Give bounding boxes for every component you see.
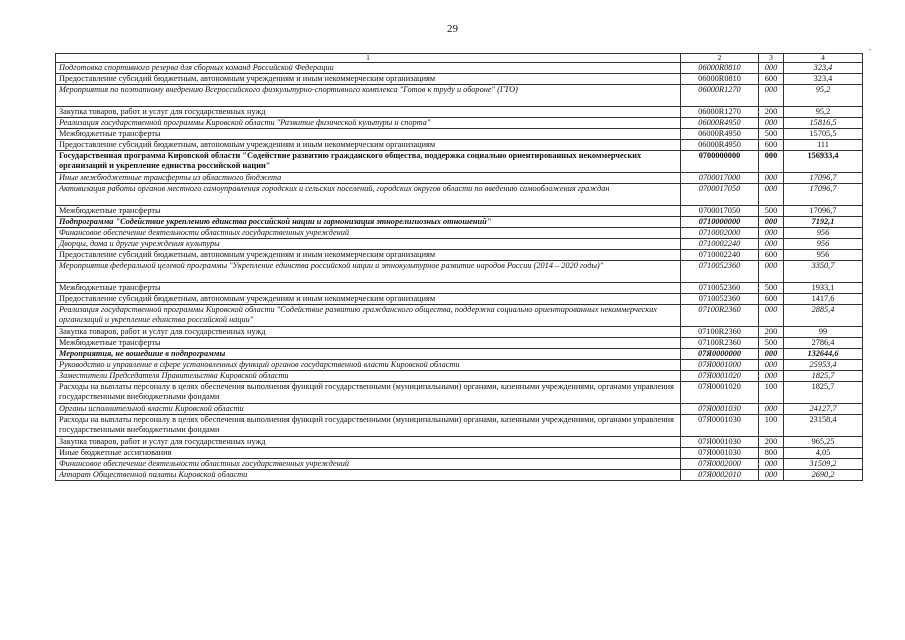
row-code: 07Я0002010	[681, 470, 759, 481]
row-category: 200	[759, 327, 784, 338]
row-category: 200	[759, 107, 784, 118]
table-row	[56, 184, 863, 206]
row-code: 07Я0001030	[681, 415, 759, 437]
row-sum: 956	[784, 239, 863, 250]
row-name: Подготовка спортивного резерва для сборных команд Российской Федерации	[56, 63, 681, 74]
row-sum: 23158,4	[784, 415, 863, 437]
row-code: 0710052360	[681, 294, 759, 305]
row-category: 000	[759, 173, 784, 184]
row-category: 000	[759, 217, 784, 228]
row-name: Подпрограмма "Содействие укреплению единства российской нации и гармонизация этнорелигиозных отношений"	[56, 217, 681, 228]
table-row	[56, 360, 863, 371]
row-name: Финансовое обеспечение деятельности областных государственных учреждений	[56, 459, 681, 470]
table-row	[56, 283, 863, 294]
table-row	[56, 448, 863, 459]
row-code: 06000R1270	[681, 85, 759, 107]
row-code: 07Я0001020	[681, 382, 759, 404]
row-category: 000	[759, 85, 784, 107]
row-sum: 3350,7	[784, 261, 863, 283]
table-row	[56, 239, 863, 250]
row-code: 0710002240	[681, 239, 759, 250]
row-name: Заместители Председателя Правительства Кировской области	[56, 371, 681, 382]
table-row	[56, 206, 863, 217]
row-code: 06000R0810	[681, 63, 759, 74]
row-sum: 99	[784, 327, 863, 338]
row-sum: 132644,6	[784, 349, 863, 360]
row-category: 000	[759, 118, 784, 129]
row-sum: 956	[784, 250, 863, 261]
table-row	[56, 437, 863, 448]
table-row	[56, 107, 863, 118]
row-category: 600	[759, 140, 784, 151]
row-code: 0700017050	[681, 206, 759, 217]
row-sum: 7192,1	[784, 217, 863, 228]
page-number: 29	[447, 23, 458, 35]
table-row	[56, 63, 863, 74]
row-name: Иные межбюджетные трансферты из областного бюджета	[56, 173, 681, 184]
table-row	[56, 74, 863, 85]
row-name: Межбюджетные трансферты	[56, 283, 681, 294]
row-name: Аппарат Общественной палаты Кировской области	[56, 470, 681, 481]
header-col-3: 3	[759, 54, 784, 63]
row-category: 500	[759, 338, 784, 349]
row-sum: 17096,7	[784, 173, 863, 184]
header-col-4: 4	[784, 54, 863, 63]
row-category: 000	[759, 371, 784, 382]
row-code: 06000R4950	[681, 129, 759, 140]
row-category: 000	[759, 228, 784, 239]
row-code: 07Я0002000	[681, 459, 759, 470]
row-sum: 17096,7	[784, 206, 863, 217]
row-code: 0700000000	[681, 151, 759, 173]
row-sum: 1825,7	[784, 371, 863, 382]
row-category: 000	[759, 470, 784, 481]
row-sum: 1933,1	[784, 283, 863, 294]
row-name: Дворцы, дома и другие учреждения культуры	[56, 239, 681, 250]
row-name: Закупка товаров, работ и услуг для государственных нужд	[56, 107, 681, 118]
row-code: 0710002000	[681, 228, 759, 239]
row-category: 600	[759, 74, 784, 85]
table-row	[56, 261, 863, 283]
row-category: 000	[759, 184, 784, 206]
row-sum: 956	[784, 228, 863, 239]
row-category: 200	[759, 437, 784, 448]
row-category: 600	[759, 294, 784, 305]
row-name: Предоставление субсидий бюджетным, автономным учреждениям и иным некоммерческим организациям	[56, 294, 681, 305]
row-sum: 965,25	[784, 437, 863, 448]
row-code: 0700017000	[681, 173, 759, 184]
row-category: 600	[759, 250, 784, 261]
table-row	[56, 470, 863, 481]
row-sum: 2786,4	[784, 338, 863, 349]
row-sum: 323,4	[784, 74, 863, 85]
row-code: 07100R2360	[681, 327, 759, 338]
row-code: 0710052360	[681, 283, 759, 294]
row-category: 000	[759, 360, 784, 371]
row-code: 07100R2360	[681, 305, 759, 327]
row-sum: 17096,7	[784, 184, 863, 206]
row-name: Предоставление субсидий бюджетным, автономным учреждениям и иным некоммерческим организациям	[56, 250, 681, 261]
row-code: 06000R4950	[681, 140, 759, 151]
row-code: 07Я0000000	[681, 349, 759, 360]
table-row	[56, 415, 863, 437]
table-row	[56, 118, 863, 129]
row-name: Межбюджетные трансферты	[56, 338, 681, 349]
row-name: Финансовое обеспечение деятельности областных государственных учреждений	[56, 228, 681, 239]
table-row	[56, 404, 863, 415]
table-row	[56, 371, 863, 382]
table-row	[56, 228, 863, 239]
table-row	[56, 85, 863, 107]
row-code: 0700017050	[681, 184, 759, 206]
row-sum: 15705,5	[784, 129, 863, 140]
row-name: Расходы на выплаты персоналу в целях обеспечения выполнения функций государственными (муниципальными) органами, казенными учреждениями, органами управления государственными внебюджетными фондами	[56, 382, 681, 404]
table-row	[56, 140, 863, 151]
row-name: Руководство и управление в сфере установленных функций органов государственной власти Кировской области	[56, 360, 681, 371]
row-code: 07Я0001030	[681, 437, 759, 448]
row-name: Активизация работы органов местного самоуправления городских и сельских поселений, городских округов области по введению самообложения граждан	[56, 184, 681, 206]
row-category: 100	[759, 382, 784, 404]
table-row	[56, 338, 863, 349]
row-category: 500	[759, 129, 784, 140]
row-code: 07Я0001000	[681, 360, 759, 371]
row-name: Закупка товаров, работ и услуг для государственных нужд	[56, 437, 681, 448]
row-category: 500	[759, 206, 784, 217]
row-category: 000	[759, 239, 784, 250]
table-row	[56, 250, 863, 261]
row-code: 06000R4950	[681, 118, 759, 129]
row-name: Предоставление субсидий бюджетным, автономным учреждениям и иным некоммерческим организациям	[56, 74, 681, 85]
row-category: 000	[759, 151, 784, 173]
table-row	[56, 382, 863, 404]
row-sum: 95,2	[784, 107, 863, 118]
row-sum: 156933,4	[784, 151, 863, 173]
table-row	[56, 173, 863, 184]
table-row	[56, 349, 863, 360]
row-code: 06000R0810	[681, 74, 759, 85]
row-sum: 323,4	[784, 63, 863, 74]
row-name: Органы исполнительной власти Кировской области	[56, 404, 681, 415]
row-sum: 95,2	[784, 85, 863, 107]
row-name: Государственная программа Кировской области "Содействие развитию гражданского общества, поддержка социально ориентированных некоммерческих организаций и укрепление единства российской нации"	[56, 151, 681, 173]
table-row	[56, 305, 863, 327]
table-row	[56, 459, 863, 470]
row-code: 07100R2360	[681, 338, 759, 349]
row-sum: 2885,4	[784, 305, 863, 327]
row-category: 800	[759, 448, 784, 459]
row-name: Межбюджетные трансферты	[56, 129, 681, 140]
row-name: Мероприятия, не вошедшие в подпрограммы	[56, 349, 681, 360]
scan-mark: -	[868, 44, 871, 54]
row-sum: 31509,2	[784, 459, 863, 470]
row-category: 000	[759, 349, 784, 360]
row-sum: 25953,4	[784, 360, 863, 371]
table-row	[56, 129, 863, 140]
row-code: 0710002240	[681, 250, 759, 261]
row-name: Реализация государственной программы Кировской области "Содействие развитию гражданского общества, поддержка социально ориентированных некоммерческих организаций и укрепление единства российской нации"	[56, 305, 681, 327]
row-sum: 2690,2	[784, 470, 863, 481]
budget-table	[55, 53, 863, 481]
row-name: Закупка товаров, работ и услуг для государственных нужд	[56, 327, 681, 338]
row-sum: 1417,6	[784, 294, 863, 305]
row-code: 07Я0001020	[681, 371, 759, 382]
row-name: Реализация государственной программы Кировской области "Развитие физической культуры и спорта"	[56, 118, 681, 129]
table-header-row	[56, 54, 863, 63]
row-sum: 111	[784, 140, 863, 151]
row-category: 000	[759, 63, 784, 74]
table-row	[56, 327, 863, 338]
row-sum: 1825,7	[784, 382, 863, 404]
row-category: 100	[759, 415, 784, 437]
row-code: 07Я0001030	[681, 448, 759, 459]
row-category: 500	[759, 283, 784, 294]
row-sum: 4,05	[784, 448, 863, 459]
row-category: 000	[759, 459, 784, 470]
table-row	[56, 217, 863, 228]
row-name: Мероприятия федеральной целевой программы "Укрепление единства российской нации и этнокультурное развитие народов России (2014 – 2020 годы)"	[56, 261, 681, 283]
header-col-1: 1	[56, 54, 681, 63]
row-sum: 24127,7	[784, 404, 863, 415]
row-code: 06000R1270	[681, 107, 759, 118]
table-row	[56, 294, 863, 305]
row-category: 000	[759, 305, 784, 327]
row-sum: 15816,5	[784, 118, 863, 129]
row-code: 07Я0001030	[681, 404, 759, 415]
row-name: Расходы на выплаты персоналу в целях обеспечения выполнения функций государственными (муниципальными) органами, казенными учреждениями, органами управления государственными внебюджетными фондами	[56, 415, 681, 437]
row-category: 000	[759, 404, 784, 415]
row-code: 0710000000	[681, 217, 759, 228]
row-category: 000	[759, 261, 784, 283]
row-code: 0710052360	[681, 261, 759, 283]
row-name: Предоставление субсидий бюджетным, автономным учреждениям и иным некоммерческим организациям	[56, 140, 681, 151]
row-name: Межбюджетные трансферты	[56, 206, 681, 217]
row-name: Иные бюджетные ассигнования	[56, 448, 681, 459]
row-name: Мероприятия по поэтапному внедрению Всероссийского физкультурно-спортивного комплекса "Готов к труду и обороне" (ГТО)	[56, 85, 681, 107]
table-row	[56, 151, 863, 173]
header-col-2: 2	[681, 54, 759, 63]
